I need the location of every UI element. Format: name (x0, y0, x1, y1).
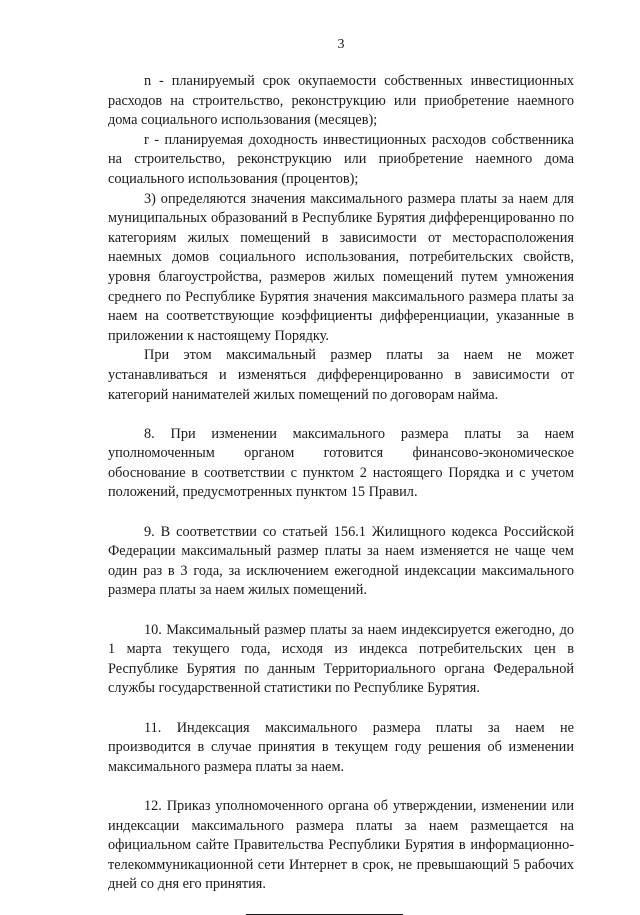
paragraph-r-definition: r - планируемая доходность инвестиционных расходов собственника на строительство, реконструкцию или приобретение наемного дома социального использования (процентов); (108, 131, 574, 187)
paragraph-n-definition: n - планируемый срок окупаемости собственных инвестиционных расходов на строительство, реконструкцию или приобретение наемного дома социального использования (месяцев); (108, 73, 574, 129)
paragraph-section-11: 11. Индексация максимального размера платы за наем не производится в случае принятия в текущем году решения об изменении максимального размера платы за наем. (108, 719, 574, 775)
paragraph-section-12: 12. Приказ уполномоченного органа об утверждении, изменении или индексации максимального размера платы за наем размещается на официальном сайте Правительства Республики Бурятия в информационно-телекоммуникационной сети Интернет в срок, не превышающий 5 рабочих дней со дня его принятия. (108, 797, 574, 893)
page-number: 3 (337, 37, 345, 52)
paragraph-section-9: 9. В соответствии со статьей 156.1 Жилищного кодекса Российской Федерации максимальный размер платы за наем изменяется не чаще чем один раз в 3 года, за исключением ежегодной индексации максимального размера платы за наем жилых помещений. (108, 523, 574, 599)
paragraph-item-3: 3) определяются значения максимального размера платы за наем для муниципальных образований в Республике Бурятия дифференцированно по категориям жилых помещений в зависимости от месторасположения наемных домов социального использования, потребительских свойств, уровня благоустройства, размеров жилых помещений путем умножения среднего по Республике Бурятия значения максимального размера платы за наем на соответствующие коэффициенты дифференциации, указанные в приложении к настоящему Порядку. (108, 190, 574, 344)
paragraph-section-8: 8. При изменении максимального размера платы за наем уполномоченным органом готовится финансово-экономическое обоснование в соответствии с пунктом 2 настоящего Порядка и с учетом положений, предусмотренных пунктом 15 Правил. (108, 425, 574, 501)
paragraph-section-10: 10. Максимальный размер платы за наем индексируется ежегодно, до 1 марта текущего года, исходя из индекса потребительских цен в Республике Бурятия по данным Территориального органа Федеральной службы государственной статистики по Республике Бурятия. (108, 621, 574, 697)
paragraph-differentiation-note: При этом максимальный размер платы за наем не может устанавливаться и изменяться дифференцированно в зависимости от категорий нанимателей жилых помещений по договорам найма. (108, 347, 574, 403)
